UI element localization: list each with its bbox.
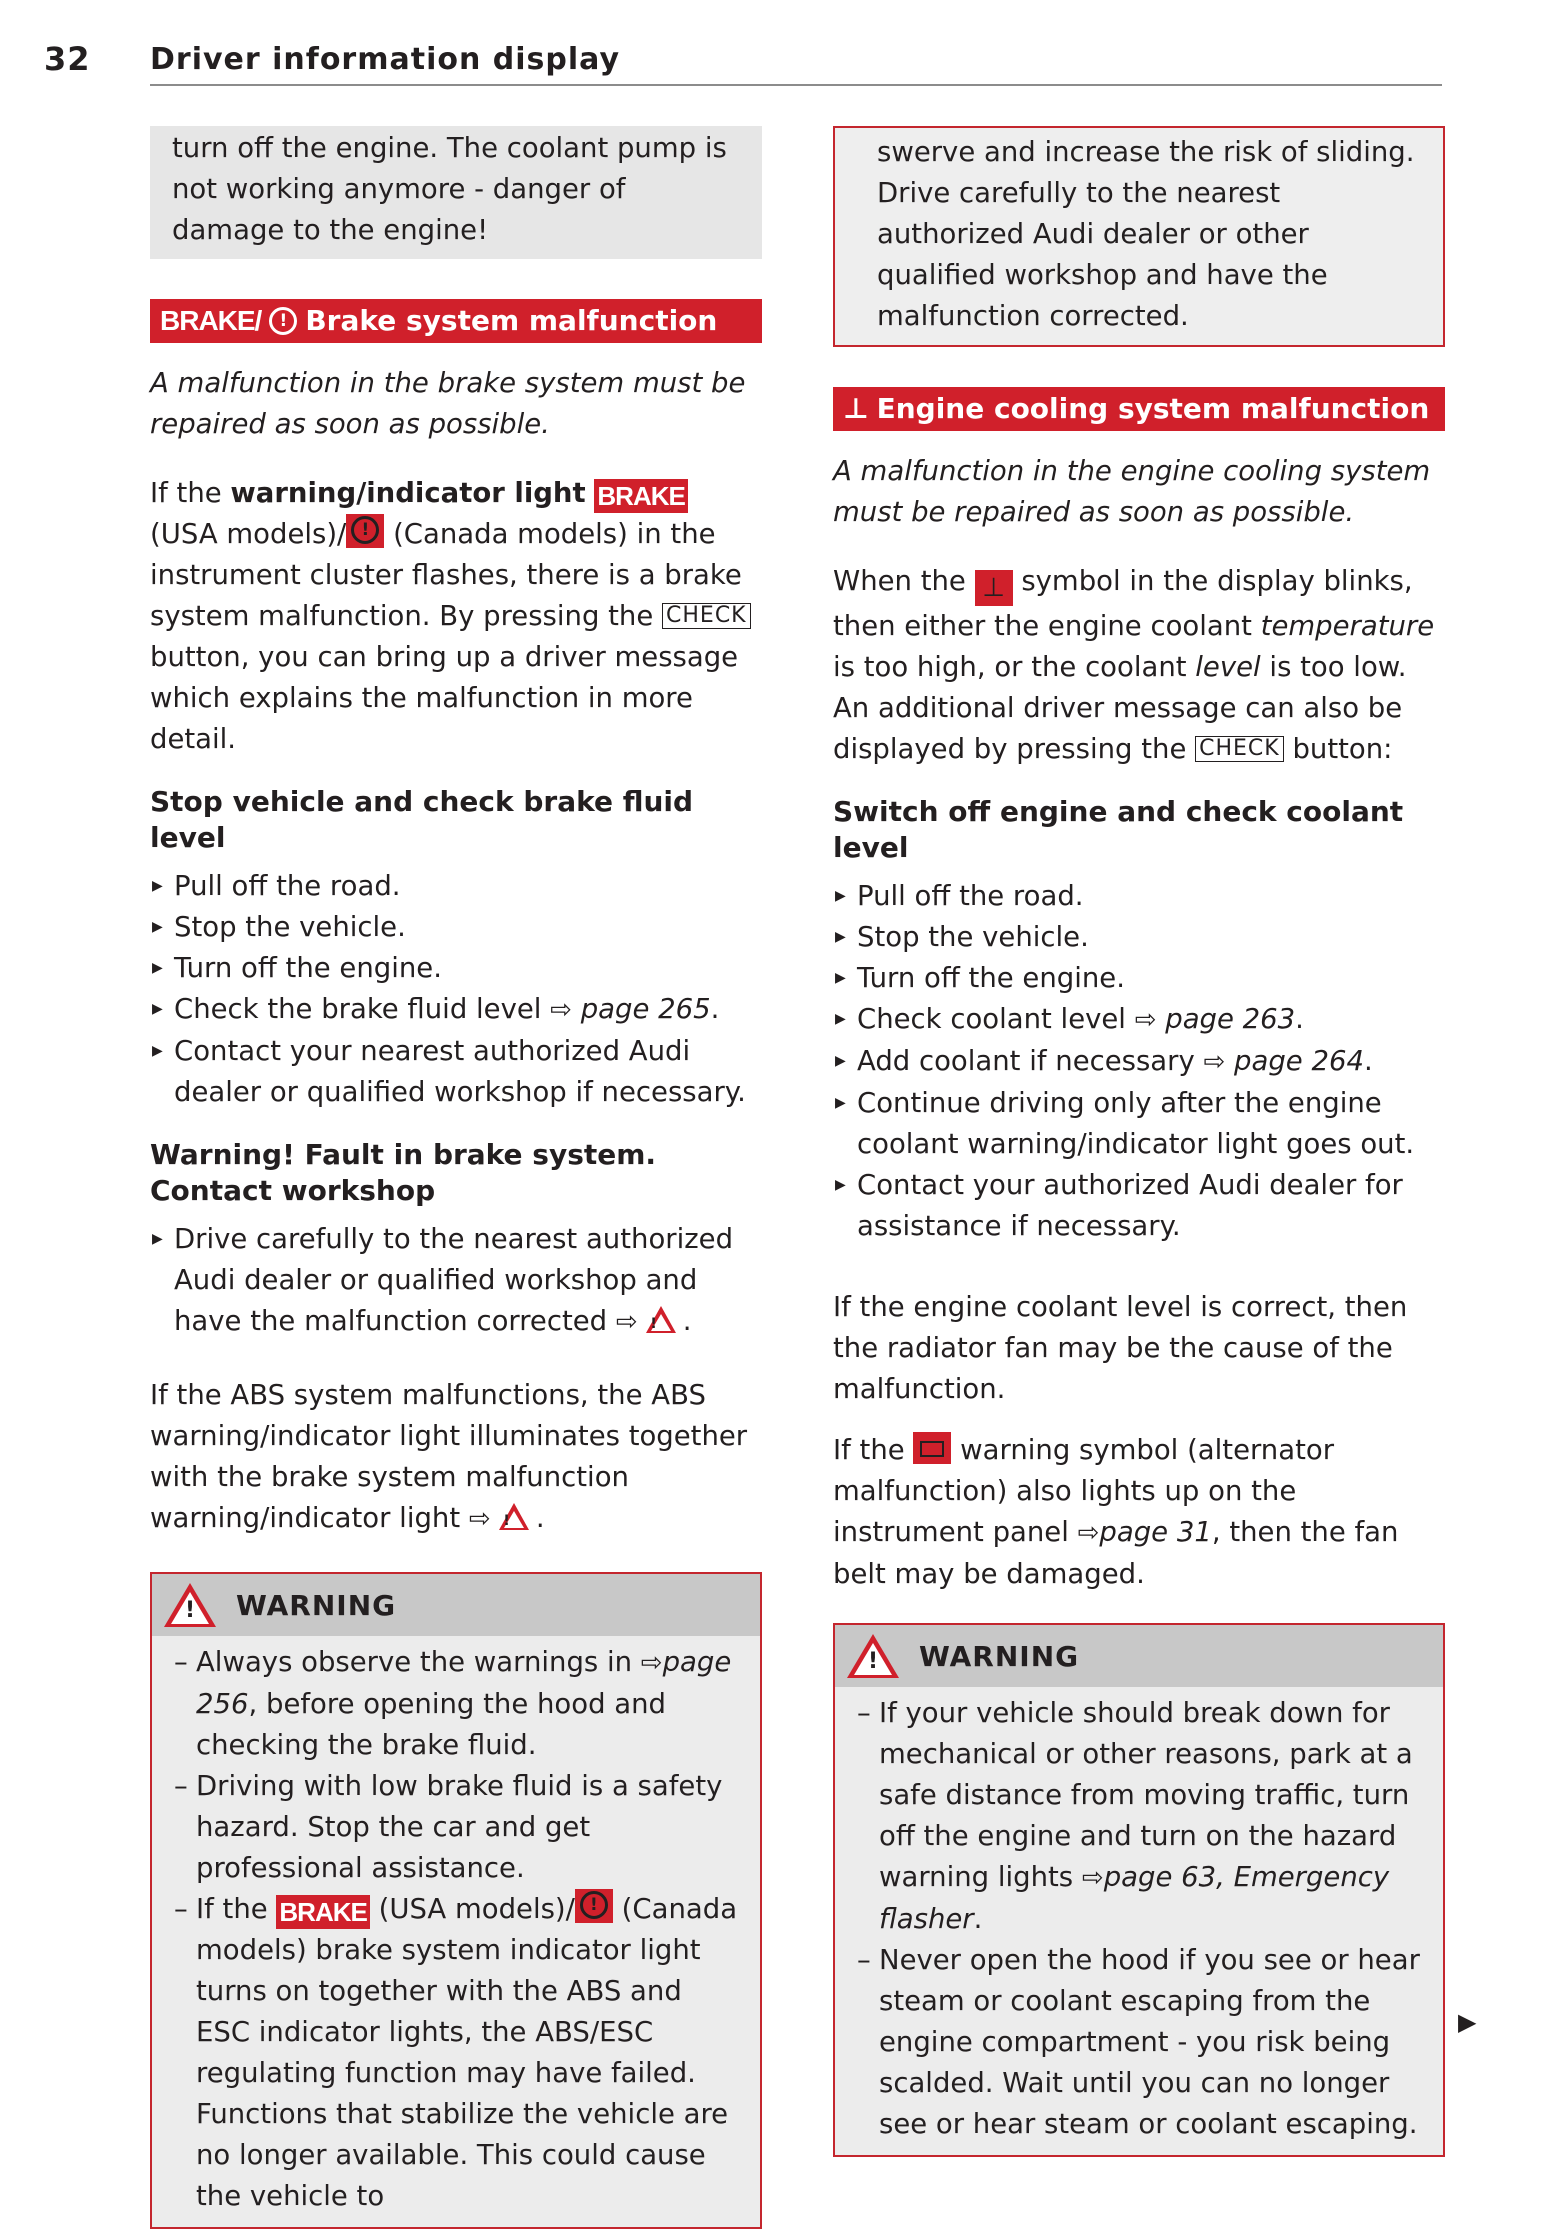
excl-glyph: ! [185,1598,197,1623]
warning-label: WARNING [236,1588,397,1622]
warning-label: WARNING [919,1639,1080,1673]
text-run: If the [196,1893,277,1925]
step-text: Pull off the road. [174,870,401,902]
arrow-icon: ⇨ [1081,1863,1104,1893]
page-link[interactable]: page 31 [1099,1516,1212,1548]
list-item [833,1083,1445,1165]
warning-list [152,1636,760,2227]
text-run: button, you can bring up a driver message which explains the malfunction in more detail. [150,641,739,755]
text-run: is too high, or the coolant [833,651,1196,683]
text-run: (Canada models) in the instrument cluster flashes, there is a brake system malfunction. By pressing the [150,518,742,632]
list-item [150,948,762,989]
warning-triangle-icon [847,1634,899,1678]
arrow-icon: ⇨ [640,1648,663,1678]
text-run: If the [150,477,231,509]
period: . [1363,1045,1373,1077]
brake-intro: A malfunction in the brake system must be repaired as soon as possible. [150,367,746,440]
warning-triangle-icon [164,1583,216,1627]
list-item [150,989,762,1031]
list-item [833,958,1445,999]
list-item [174,1642,740,1766]
text-run: Driving with low brake fluid is a safety hazard. Stop the car and get professional assistance. [196,1770,723,1884]
cooling-subheading: Switch off engine and check coolant level [833,795,1404,864]
list-item [857,1940,1423,2145]
page-link[interactable]: page 265 [580,993,711,1025]
brake-circle-badge-icon [575,1889,613,1923]
cooling-warning-box [833,1623,1445,2157]
warning-header [835,1625,1443,1687]
period: . [1295,1003,1304,1035]
step-text: Turn off the engine. [174,952,442,984]
brake-steps-2 [150,1219,762,1347]
text-run: Always observe the warnings in [196,1646,641,1678]
text-run: . [973,1903,983,1935]
period: . [535,1502,545,1534]
continuation-text: swerve and increase the risk of sliding. Drive carefully to the nearest authorized Audi dealer or other qualified workshop and have the malfunction corrected. [877,136,1415,332]
brake-section-heading [150,299,762,343]
check-button-label: CHECK [662,603,751,629]
arrow-icon: ⇨ [1077,1518,1100,1548]
text-run: (Canada models) brake system indicator light turns on together with the ABS and ESC indicator lights, the ABS/ESC regulating function may have failed. Functions that stabilize the vehicle are no longer available. This could cause the vehicle to [196,1893,738,2212]
radiator-paragraph: If the engine coolant level is correct, then the radiator fan may be the cause of the malfunction. [833,1291,1408,1405]
list-item [833,1165,1445,1247]
page-title: Driver information display [150,42,621,77]
step-text: Drive carefully to the nearest authorized Audi dealer or qualified workshop and have the malfunction corrected [174,1223,734,1337]
list-item [150,1031,762,1113]
text-run: Never open the hood if you see or hear steam or coolant escaping from the engine compartment - you risk being scalded. Wait until you can no longer see or hear steam or coolant escaping. [879,1944,1420,2140]
step-text: Add coolant if necessary [857,1045,1204,1077]
list-item [833,876,1445,917]
excl-glyph: ! [580,1891,608,1919]
coolant-badge-icon: ⊥ [975,570,1013,606]
brake-paragraph [150,473,762,760]
list-item [150,907,762,948]
right-column [833,126,1445,2157]
list-item [833,999,1445,1041]
continue-arrow-icon: ▶ [1458,2008,1477,2036]
text-run: If the [833,1434,914,1466]
left-column [150,126,762,2229]
battery-badge-icon [913,1432,951,1464]
text-run: , before opening the hood and checking the brake fluid. [196,1688,667,1761]
cooling-section-heading [833,387,1445,431]
continuation-box [150,126,762,259]
brake-subheading-1: Stop vehicle and check brake fluid level [150,785,694,854]
arrow-icon: ⇨ [1203,1047,1226,1077]
list-item [150,866,762,907]
warning-list [835,1687,1443,2155]
brake-badge: BRAKE [594,479,687,513]
text-italic: temperature [1260,610,1435,642]
text-run: button: [1283,733,1393,765]
step-text: Stop the vehicle. [174,911,406,943]
step-text: Turn off the engine. [857,962,1125,994]
cooling-paragraph [833,561,1445,770]
page-link[interactable]: page 63, Emergency flasher [879,1861,1390,1935]
brake-steps-1 [150,866,762,1113]
step-text: Check the brake fluid level [174,993,551,1025]
step-text: Pull off the road. [857,880,1084,912]
step-text: Contact your nearest authorized Audi dealer or qualified workshop if necessary. [174,1035,746,1108]
cooling-intro: A malfunction in the engine cooling system must be repaired as soon as possible. [833,455,1431,528]
list-item [174,1889,740,2217]
text-run: If your vehicle should break down for mechanical or other reasons, park at a safe distance from moving traffic, turn off the engine and turn on the hazard warning lights [879,1697,1413,1893]
text-run: , then the fan belt may be damaged. [833,1516,1399,1590]
text-bold: warning/indicator light [230,477,586,509]
text-run: (USA models)/ [150,518,347,550]
list-item [833,1041,1445,1083]
brake-badge: BRAKE [276,1895,369,1929]
page-link[interactable]: page 264 [1234,1045,1364,1077]
cooling-steps [833,876,1445,1247]
list-item [150,1219,762,1347]
step-text: Stop the vehicle. [857,921,1089,953]
arrow-icon: ⇨ [468,1504,491,1534]
warning-header [152,1574,760,1636]
excl-glyph: ! [351,516,379,544]
brake-section-title: Brake system malfunction [305,304,718,337]
step-text: Continue driving only after the engine coolant warning/indicator light goes out. [857,1087,1415,1160]
brake-warning-box [150,1572,762,2229]
brake-code: BRAKE/ [160,305,262,336]
period: . [710,993,720,1025]
arrow-icon: ⇨ [1134,1005,1157,1035]
list-item [857,1693,1423,1940]
excl-glyph: ! [650,1316,657,1332]
continuation-warning-box [833,126,1445,347]
coolant-icon: ⊥ [843,392,869,425]
list-item [174,1766,740,1889]
text-run: is too low. An additional driver message can also be displayed by pressing the [833,651,1407,765]
page-link[interactable]: page 256 [196,1646,732,1720]
arrow-icon: ⇨ [615,1307,638,1337]
step-text: Contact your authorized Audi dealer for assistance if necessary. [857,1169,1403,1242]
excl-glyph: ! [868,1649,880,1674]
text-italic: level [1195,651,1261,683]
header-rule [150,84,1442,86]
brake-circle-badge-icon [346,514,384,548]
page-number: 32 [44,40,91,78]
list-item [833,917,1445,958]
alternator-paragraph [833,1430,1445,1595]
arrow-icon: ⇨ [550,995,572,1025]
page-link[interactable]: page 263 [1165,1003,1296,1035]
text-run: When the [833,565,975,597]
text-run: warning symbol (alternator malfunction) also lights up on the instrument panel [833,1434,1335,1548]
step-text: Check coolant level [857,1003,1135,1035]
text-run: symbol in the display blinks, then either the engine coolant [833,565,1413,642]
brake-circle-icon: ! [269,307,297,335]
brake-subheading-2: Warning! Fault in brake system. Contact workshop [150,1138,657,1207]
cooling-section-title: Engine cooling system malfunction [876,392,1430,425]
text-run: If the ABS system malfunctions, the ABS warning/indicator light illuminates together with the brake system malfunction warning/indicator light [150,1379,748,1534]
text-run: (USA models)/ [369,1893,575,1925]
excl-glyph: ! [503,1513,510,1529]
continuation-text: turn off the engine. The coolant pump is not working anymore - danger of damage to the engine! [172,132,727,246]
abs-paragraph [150,1375,762,1544]
period: . [682,1305,692,1337]
check-button-label: CHECK [1195,736,1284,762]
